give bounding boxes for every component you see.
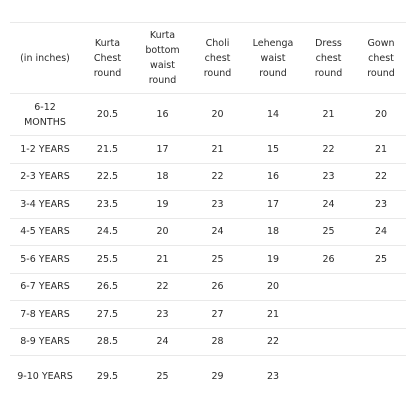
- header-row: [10, 23, 406, 94]
- table-row: [10, 273, 406, 301]
- header-choli-chest: Choli chest round: [190, 23, 245, 94]
- table-cell: 25: [301, 218, 356, 246]
- table-row: [10, 163, 406, 191]
- table-cell: [356, 301, 406, 329]
- table-row: [10, 301, 406, 329]
- table-cell: [356, 356, 406, 398]
- table-cell: 23: [190, 191, 245, 219]
- size-label: 6-12 MONTHS: [10, 94, 80, 136]
- table-cell: 27.5: [80, 301, 135, 329]
- table-row: [10, 246, 406, 274]
- table-cell: 22: [190, 163, 245, 191]
- table-cell: 22.5: [80, 163, 135, 191]
- table-cell: 24: [135, 328, 190, 356]
- table-cell: 21: [190, 136, 245, 164]
- table-cell: [356, 273, 406, 301]
- size-label: 1-2 YEARS: [10, 136, 80, 164]
- header-lehenga-waist: Lehenga waist round: [245, 23, 301, 94]
- table-row: [10, 191, 406, 219]
- table-cell: 21: [245, 301, 301, 329]
- table-cell: 25: [135, 356, 190, 398]
- table-cell: [301, 356, 356, 398]
- table-cell: 25.5: [80, 246, 135, 274]
- size-label: 5-6 YEARS: [10, 246, 80, 274]
- table-cell: 20.5: [80, 94, 135, 136]
- table-cell: 20: [356, 94, 406, 136]
- size-label: 2-3 YEARS: [10, 163, 80, 191]
- table-cell: 24: [190, 218, 245, 246]
- table-cell: 28.5: [80, 328, 135, 356]
- table-cell: 23: [135, 301, 190, 329]
- table-row: [10, 356, 406, 398]
- table-cell: 23: [356, 191, 406, 219]
- table-cell: 21: [301, 94, 356, 136]
- header-kurta-chest: Kurta Chest round: [80, 23, 135, 94]
- table-cell: 24.5: [80, 218, 135, 246]
- table-cell: 22: [301, 136, 356, 164]
- table-row: [10, 328, 406, 356]
- table-cell: 16: [135, 94, 190, 136]
- size-label: 8-9 YEARS: [10, 328, 80, 356]
- table-cell: 28: [190, 328, 245, 356]
- table-cell: 22: [245, 328, 301, 356]
- table-row: [10, 94, 406, 136]
- table-cell: 17: [245, 191, 301, 219]
- size-chart-body: [10, 94, 406, 398]
- table-cell: 16: [245, 163, 301, 191]
- table-cell: 20: [135, 218, 190, 246]
- size-chart-table: [10, 22, 406, 397]
- size-label: 6-7 YEARS: [10, 273, 80, 301]
- table-cell: 22: [356, 163, 406, 191]
- table-cell: 15: [245, 136, 301, 164]
- table-cell: 14: [245, 94, 301, 136]
- header-gown-chest: Gown chest round: [356, 23, 406, 94]
- table-cell: [301, 273, 356, 301]
- table-cell: 20: [245, 273, 301, 301]
- table-row: [10, 136, 406, 164]
- table-cell: 25: [190, 246, 245, 274]
- table-cell: 25: [356, 246, 406, 274]
- size-label: 9-10 YEARS: [10, 356, 80, 398]
- header-dress-chest: Dress chest round: [301, 23, 356, 94]
- table-cell: [356, 328, 406, 356]
- size-chart-header: [10, 23, 406, 94]
- table-cell: 24: [356, 218, 406, 246]
- table-cell: 18: [245, 218, 301, 246]
- table-cell: 24: [301, 191, 356, 219]
- table-cell: 20: [190, 94, 245, 136]
- header-kurta-bottom-waist: Kurta bottom waist round: [135, 23, 190, 94]
- size-label: 4-5 YEARS: [10, 218, 80, 246]
- table-cell: 26: [190, 273, 245, 301]
- size-label: 3-4 YEARS: [10, 191, 80, 219]
- table-cell: [301, 328, 356, 356]
- table-cell: 19: [135, 191, 190, 219]
- table-cell: 29: [190, 356, 245, 398]
- table-cell: 29.5: [80, 356, 135, 398]
- table-cell: 27: [190, 301, 245, 329]
- table-cell: [301, 301, 356, 329]
- table-cell: 23.5: [80, 191, 135, 219]
- table-cell: 18: [135, 163, 190, 191]
- table-cell: 23: [245, 356, 301, 398]
- table-cell: 21: [135, 246, 190, 274]
- table-cell: 21: [356, 136, 406, 164]
- table-cell: 22: [135, 273, 190, 301]
- table-cell: 19: [245, 246, 301, 274]
- table-cell: 26.5: [80, 273, 135, 301]
- table-cell: 23: [301, 163, 356, 191]
- header-unit: (in inches): [10, 23, 80, 94]
- table-cell: 26: [301, 246, 356, 274]
- table-cell: 21.5: [80, 136, 135, 164]
- table-row: [10, 218, 406, 246]
- size-label: 7-8 YEARS: [10, 301, 80, 329]
- table-cell: 17: [135, 136, 190, 164]
